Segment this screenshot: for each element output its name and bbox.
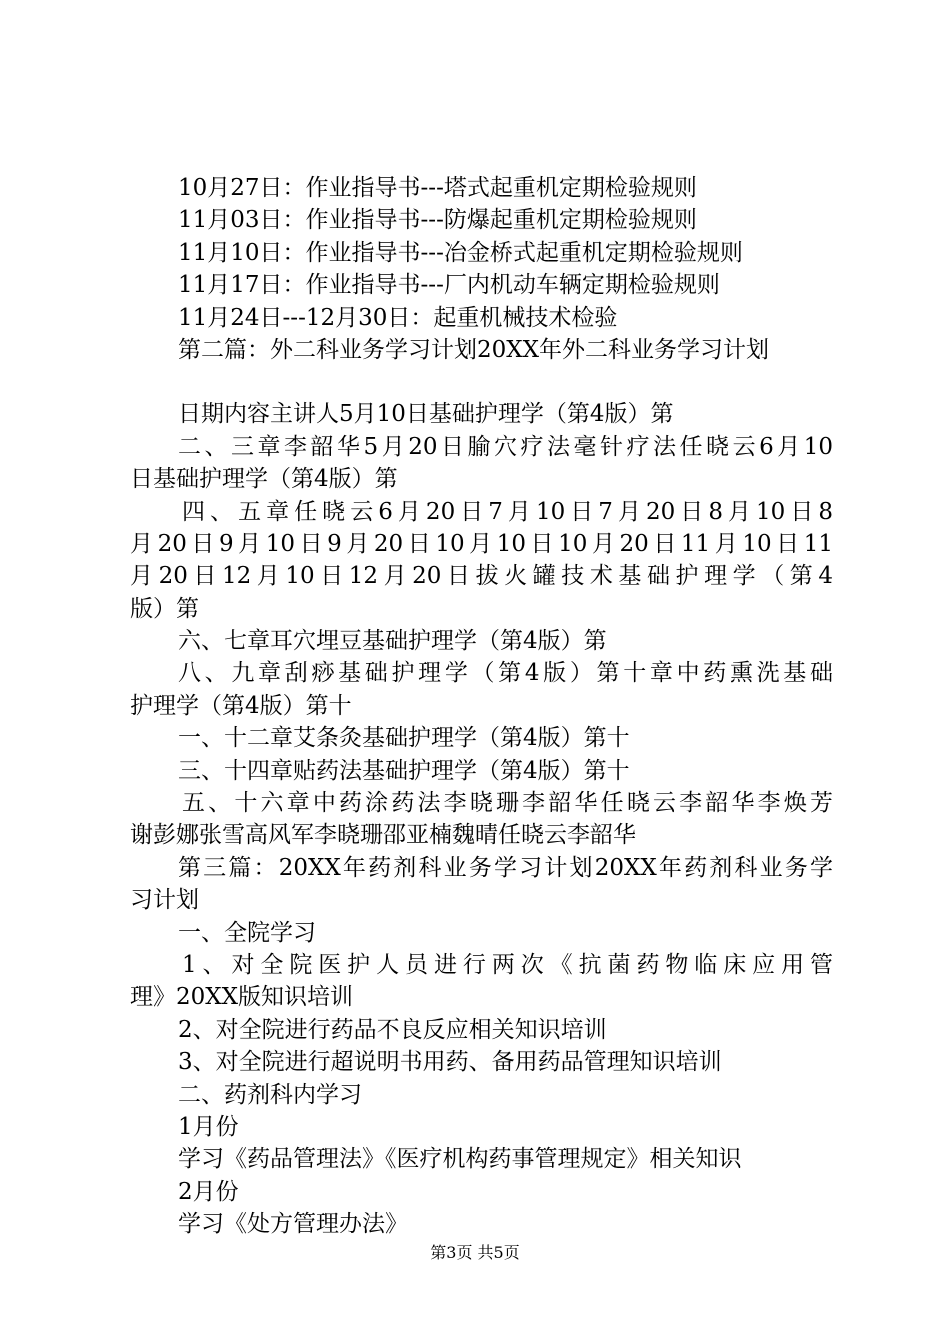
text-line: 3、对全院进行超说明书用药、备用药品管理知识培训 [178, 1049, 722, 1076]
document-body [130, 172, 833, 1241]
text-line: 五、十六章中药涂药法李晓珊李韶华任晓云李韶华李焕芳 [182, 790, 833, 817]
text-line: 谢彭娜张雪高风军李晓珊邵亚楠魏晴任晓云李韶华 [130, 822, 636, 849]
text-line: 学习《处方管理办法》 [178, 1211, 408, 1238]
text-line: 日期内容主讲人5月10日基础护理学（第4版）第 [178, 401, 674, 428]
text-line: 11月10日：作业指导书---冶金桥式起重机定期检验规则 [178, 239, 743, 266]
text-line: 2月份 [178, 1178, 239, 1205]
page-number: 第3页 共5页 [430, 1243, 520, 1262]
text-line: 11月24日---12月30日：起重机械技术检验 [178, 304, 618, 331]
text-line: 理》20XX版知识培训 [130, 984, 354, 1011]
text-line: 四、五章任晓云6月20日7月10日7月20日8月10日8 [182, 498, 833, 525]
text-line: 一、十二章艾条灸基础护理学（第4版）第十 [178, 725, 630, 752]
page-footer [0, 1243, 950, 1263]
text-line: 护理学（第4版）第十 [130, 692, 352, 719]
text-line: 一、全院学习 [178, 919, 316, 946]
text-line: 2、对全院进行药品不良反应相关知识培训 [178, 1016, 607, 1043]
text-line: 11月17日：作业指导书---厂内机动车辆定期检验规则 [178, 272, 720, 299]
text-line: 二、三章李韶华5月20日腧穴疗法毫针疗法任晓云6月10 [178, 433, 833, 460]
text-line: 1月份 [178, 1113, 239, 1140]
text-line: 11月03日：作业指导书---防爆起重机定期检验规则 [178, 207, 697, 234]
text-line: 版）第 [130, 595, 199, 622]
text-line: 月20日12月10日12月20日拔火罐技术基础护理学（第4 [130, 563, 833, 590]
blank-line [130, 366, 833, 398]
section-heading: 第三篇：20XX年药剂科业务学习计划20XX年药剂科业务学 [178, 854, 833, 881]
text-line: 三、十四章贴药法基础护理学（第4版）第十 [178, 757, 630, 784]
text-line: 学习《药品管理法》《医疗机构药事管理规定》相关知识 [178, 1146, 742, 1173]
text-line: 日基础护理学（第4版）第 [130, 466, 398, 493]
text-line: 习计划 [130, 887, 199, 914]
text-line: 六、七章耳穴埋豆基础护理学（第4版）第 [178, 628, 607, 655]
section-heading: 第二篇：外二科业务学习计划20XX年外二科业务学习计划 [178, 336, 770, 363]
text-line: 10月27日：作业指导书---塔式起重机定期检验规则 [178, 175, 697, 201]
text-line: 八、九章刮痧基础护理学（第4版）第十章中药熏洗基础 [178, 660, 833, 687]
text-line: 月20日9月10日9月20日10月10日10月20日11月10日11 [130, 530, 833, 557]
text-line: 二、药剂科内学习 [178, 1081, 362, 1108]
text-line: 1、对全院医护人员进行两次《抗菌药物临床应用管 [182, 951, 833, 978]
